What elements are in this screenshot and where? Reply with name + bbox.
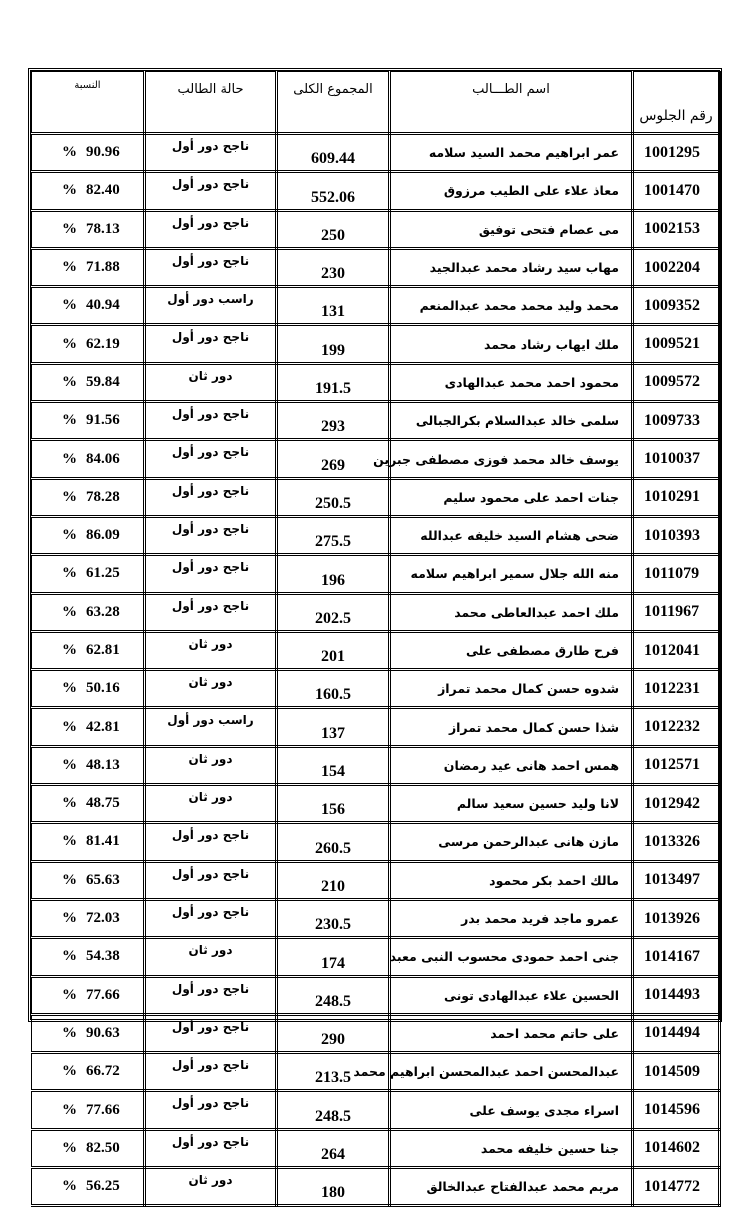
seat-number-cell: 1012231 xyxy=(633,670,720,708)
percent-symbol: % xyxy=(62,1139,77,1156)
seat-number-cell: 1014602 xyxy=(633,1129,720,1167)
student-name-cell: مى عصام فتحى توفيق xyxy=(390,210,633,248)
results-table xyxy=(31,71,721,1207)
table-row xyxy=(32,708,720,746)
student-name-cell: محمود احمد محمد عبدالهادى xyxy=(390,363,633,401)
status-cell: دور ثان xyxy=(145,746,277,784)
table-row xyxy=(32,938,720,976)
student-name-cell: مالك احمد بكر محمود xyxy=(390,861,633,899)
seat-number-cell: 1010393 xyxy=(633,516,720,554)
percentage-cell xyxy=(32,708,145,746)
seat-number-cell: 1001295 xyxy=(633,134,720,172)
header-seat-number: رقم الجلوس xyxy=(633,72,720,134)
status-cell: ناجح دور أول xyxy=(145,1014,277,1052)
table-row xyxy=(32,210,720,248)
student-name-cell: جنات احمد على محمود سليم xyxy=(390,478,633,516)
percentage-cell xyxy=(32,172,145,210)
header-name: اسم الطـــالب xyxy=(390,72,633,134)
student-name-cell: مهاب سيد رشاد محمد عبدالجيد xyxy=(390,248,633,286)
status-cell: ناجح دور أول xyxy=(145,1053,277,1091)
percent-symbol: % xyxy=(62,565,77,582)
status-cell: ناجح دور أول xyxy=(145,593,277,631)
status-cell: ناجح دور أول xyxy=(145,402,277,440)
table-row xyxy=(32,248,720,286)
percentage-value: 59.84 xyxy=(86,373,120,390)
percent-symbol: % xyxy=(62,1063,77,1080)
seat-number-cell: 1002153 xyxy=(633,210,720,248)
student-name-cell: منه الله جلال سمير ابراهيم سلامه xyxy=(390,555,633,593)
percentage-value: 40.94 xyxy=(86,297,120,314)
percent-symbol: % xyxy=(62,756,77,773)
student-name-cell: على حاتم محمد احمد xyxy=(390,1014,633,1052)
table-row xyxy=(32,287,720,325)
percent-symbol: % xyxy=(62,182,77,199)
percentage-value: 61.25 xyxy=(86,565,120,582)
student-name-cell: فرح طارق مصطفى على xyxy=(390,631,633,669)
student-name-cell: لانا وليد حسين سعيد سالم xyxy=(390,785,633,823)
percentage-value: 63.28 xyxy=(86,603,120,620)
percentage-cell xyxy=(32,938,145,976)
percentage-cell xyxy=(32,1129,145,1167)
percentage-cell xyxy=(32,363,145,401)
percentage-value: 78.13 xyxy=(86,220,120,237)
table-row xyxy=(32,478,720,516)
status-cell: ناجح دور أول xyxy=(145,555,277,593)
header-row xyxy=(32,72,720,134)
percent-symbol: % xyxy=(62,833,77,850)
table-row xyxy=(32,363,720,401)
percentage-value: 65.63 xyxy=(86,871,120,888)
percentage-value: 54.38 xyxy=(86,948,120,965)
percent-symbol: % xyxy=(62,450,77,467)
status-cell: ناجح دور أول xyxy=(145,325,277,363)
status-cell: ناجح دور أول xyxy=(145,210,277,248)
total-cell: 174 xyxy=(277,938,390,976)
percentage-cell xyxy=(32,516,145,554)
percentage-value: 50.16 xyxy=(86,680,120,697)
student-name-cell: جنا حسين خليفه محمد xyxy=(390,1129,633,1167)
table-row xyxy=(32,402,720,440)
percentage-value: 86.09 xyxy=(86,527,120,544)
total-cell: 154 xyxy=(277,746,390,784)
table-row xyxy=(32,1014,720,1052)
status-cell: دور ثان xyxy=(145,363,277,401)
student-name-cell: اسراء مجدى يوسف على xyxy=(390,1091,633,1129)
total-cell: 250.5 xyxy=(277,478,390,516)
percentage-cell xyxy=(32,210,145,248)
total-cell: 180 xyxy=(277,1168,390,1206)
percentage-cell xyxy=(32,325,145,363)
table-row xyxy=(32,134,720,172)
student-name-cell: عبدالمحسن احمد عبدالمحسن ابراهيم محمد xyxy=(390,1053,633,1091)
seat-number-cell: 1010291 xyxy=(633,478,720,516)
table-row xyxy=(32,172,720,210)
seat-number-cell: 1014509 xyxy=(633,1053,720,1091)
percentage-cell xyxy=(32,248,145,286)
total-cell: 250 xyxy=(277,210,390,248)
percentage-cell xyxy=(32,1053,145,1091)
student-name-cell: سلمى خالد عبدالسلام بكرالجبالى xyxy=(390,402,633,440)
seat-number-cell: 1012041 xyxy=(633,631,720,669)
student-name-cell: جنى احمد حمودى محسوب النبى معبد xyxy=(390,938,633,976)
status-cell: راسب دور أول xyxy=(145,287,277,325)
student-name-cell: محمد وليد محمد محمد عبدالمنعم xyxy=(390,287,633,325)
total-cell: 609.44 xyxy=(277,134,390,172)
percent-symbol: % xyxy=(62,144,77,161)
percent-symbol: % xyxy=(62,220,77,237)
percentage-value: 91.56 xyxy=(86,412,120,429)
percentage-cell xyxy=(32,631,145,669)
seat-number-cell: 1010037 xyxy=(633,440,720,478)
percentage-value: 48.75 xyxy=(86,795,120,812)
total-cell: 160.5 xyxy=(277,670,390,708)
status-cell: ناجح دور أول xyxy=(145,134,277,172)
percentage-value: 72.03 xyxy=(86,910,120,927)
total-cell: 275.5 xyxy=(277,516,390,554)
table-row xyxy=(32,746,720,784)
table-row xyxy=(32,1053,720,1091)
percent-symbol: % xyxy=(62,718,77,735)
seat-number-cell: 1002204 xyxy=(633,248,720,286)
status-cell: ناجح دور أول xyxy=(145,823,277,861)
header-total: المجموع الكلى xyxy=(277,72,390,134)
status-cell: ناجح دور أول xyxy=(145,976,277,1014)
seat-number-cell: 1012942 xyxy=(633,785,720,823)
total-cell: 293 xyxy=(277,402,390,440)
total-cell: 213.5 xyxy=(277,1053,390,1091)
percentage-value: 82.50 xyxy=(86,1139,120,1156)
percentage-cell xyxy=(32,478,145,516)
seat-number-cell: 1009521 xyxy=(633,325,720,363)
status-cell: دور ثان xyxy=(145,1168,277,1206)
percentage-value: 71.88 xyxy=(86,259,120,276)
table-row xyxy=(32,785,720,823)
seat-number-cell: 1014167 xyxy=(633,938,720,976)
student-name-cell: عمر ابراهيم محمد السيد سلامه xyxy=(390,134,633,172)
percent-symbol: % xyxy=(62,259,77,276)
seat-number-cell: 1014494 xyxy=(633,1014,720,1052)
table-row xyxy=(32,823,720,861)
percentage-cell xyxy=(32,823,145,861)
percentage-cell xyxy=(32,670,145,708)
total-cell: 248.5 xyxy=(277,1091,390,1129)
student-name-cell: ملك ايهاب رشاد محمد xyxy=(390,325,633,363)
table-row xyxy=(32,440,720,478)
total-cell: 260.5 xyxy=(277,823,390,861)
status-cell: راسب دور أول xyxy=(145,708,277,746)
total-cell: 201 xyxy=(277,631,390,669)
percent-symbol: % xyxy=(62,948,77,965)
status-cell: دور ثان xyxy=(145,670,277,708)
status-cell: ناجح دور أول xyxy=(145,516,277,554)
status-cell: ناجح دور أول xyxy=(145,861,277,899)
seat-number-cell: 1009352 xyxy=(633,287,720,325)
total-cell: 131 xyxy=(277,287,390,325)
seat-number-cell: 1011967 xyxy=(633,593,720,631)
total-cell: 269 xyxy=(277,440,390,478)
student-name-cell: عمرو ماجد فريد محمد بدر xyxy=(390,899,633,937)
status-cell: ناجح دور أول xyxy=(145,248,277,286)
percent-symbol: % xyxy=(62,603,77,620)
percent-symbol: % xyxy=(62,527,77,544)
seat-number-cell: 1014493 xyxy=(633,976,720,1014)
percentage-value: 81.41 xyxy=(86,833,120,850)
percentage-value: 82.40 xyxy=(86,182,120,199)
percentage-value: 66.72 xyxy=(86,1063,120,1080)
percentage-cell xyxy=(32,402,145,440)
status-cell: دور ثان xyxy=(145,785,277,823)
percent-symbol: % xyxy=(62,1178,77,1195)
status-cell: ناجح دور أول xyxy=(145,1091,277,1129)
percentage-cell xyxy=(32,287,145,325)
percentage-cell xyxy=(32,976,145,1014)
seat-number-cell: 1013326 xyxy=(633,823,720,861)
student-name-cell: شذا حسن كمال محمد تمراز xyxy=(390,708,633,746)
student-name-cell: ضحى هشام السيد خليفه عبدالله xyxy=(390,516,633,554)
percentage-cell xyxy=(32,1091,145,1129)
table-row xyxy=(32,861,720,899)
percentage-value: 78.28 xyxy=(86,488,120,505)
student-name-cell: معاذ علاء على الطيب مرزوق xyxy=(390,172,633,210)
percentage-value: 90.63 xyxy=(86,1024,120,1041)
total-cell: 210 xyxy=(277,861,390,899)
percentage-cell xyxy=(32,746,145,784)
total-cell: 137 xyxy=(277,708,390,746)
status-cell: دور ثان xyxy=(145,631,277,669)
table-row xyxy=(32,1129,720,1167)
table-row xyxy=(32,899,720,937)
student-name-cell: مريم محمد عبدالفتاح عبدالخالق xyxy=(390,1168,633,1206)
student-name-cell: يوسف خالد محمد فوزى مصطفى جبرين xyxy=(390,440,633,478)
percent-symbol: % xyxy=(62,335,77,352)
percentage-cell xyxy=(32,555,145,593)
percentage-value: 56.25 xyxy=(86,1178,120,1195)
percent-symbol: % xyxy=(62,373,77,390)
percent-symbol: % xyxy=(62,795,77,812)
percentage-cell xyxy=(32,134,145,172)
total-cell: 199 xyxy=(277,325,390,363)
table-row xyxy=(32,670,720,708)
student-name-cell: شدوه حسن كمال محمد تمراز xyxy=(390,670,633,708)
table-row xyxy=(32,593,720,631)
percent-symbol: % xyxy=(62,412,77,429)
table-row xyxy=(32,1091,720,1129)
seat-number-cell: 1014596 xyxy=(633,1091,720,1129)
seat-number-cell: 1012232 xyxy=(633,708,720,746)
percent-symbol: % xyxy=(62,1024,77,1041)
percentage-value: 84.06 xyxy=(86,450,120,467)
percentage-value: 77.66 xyxy=(86,986,120,1003)
percent-symbol: % xyxy=(62,297,77,314)
percentage-cell xyxy=(32,440,145,478)
total-cell: 196 xyxy=(277,555,390,593)
percent-symbol: % xyxy=(62,1101,77,1118)
percentage-value: 42.81 xyxy=(86,718,120,735)
header-percentage: النسبة xyxy=(32,72,145,134)
percentage-cell xyxy=(32,861,145,899)
percentage-value: 48.13 xyxy=(86,756,120,773)
percent-symbol: % xyxy=(62,680,77,697)
percentage-value: 90.96 xyxy=(86,144,120,161)
table-body xyxy=(32,134,720,1206)
percent-symbol: % xyxy=(62,871,77,888)
table-row xyxy=(32,325,720,363)
percent-symbol: % xyxy=(62,910,77,927)
table-row xyxy=(32,516,720,554)
student-name-cell: مازن هانى عبدالرحمن مرسى xyxy=(390,823,633,861)
student-name-cell: الحسين علاء عبدالهادى تونى xyxy=(390,976,633,1014)
student-name-cell: ملك احمد عبدالعاطى محمد xyxy=(390,593,633,631)
seat-number-cell: 1009733 xyxy=(633,402,720,440)
seat-number-cell: 1001470 xyxy=(633,172,720,210)
percentage-value: 62.19 xyxy=(86,335,120,352)
percentage-cell xyxy=(32,899,145,937)
total-cell: 552.06 xyxy=(277,172,390,210)
total-cell: 230.5 xyxy=(277,899,390,937)
seat-number-cell: 1011079 xyxy=(633,555,720,593)
percentage-cell xyxy=(32,1168,145,1206)
total-cell: 191.5 xyxy=(277,363,390,401)
status-cell: دور ثان xyxy=(145,938,277,976)
percentage-value: 62.81 xyxy=(86,642,120,658)
total-cell: 202.5 xyxy=(277,593,390,631)
header-status: حالة الطالب xyxy=(145,72,277,134)
percentage-cell xyxy=(32,785,145,823)
table-row xyxy=(32,1168,720,1206)
total-cell: 264 xyxy=(277,1129,390,1167)
status-cell: ناجح دور أول xyxy=(145,440,277,478)
total-cell: 248.5 xyxy=(277,976,390,1014)
seat-number-cell: 1014772 xyxy=(633,1168,720,1206)
student-name-cell: همس احمد هانى عيد رمضان xyxy=(390,746,633,784)
seat-number-cell: 1013926 xyxy=(633,899,720,937)
percent-symbol: % xyxy=(62,986,77,1003)
seat-number-cell: 1013497 xyxy=(633,861,720,899)
percentage-value: 77.66 xyxy=(86,1101,120,1118)
status-cell: ناجح دور أول xyxy=(145,1129,277,1167)
status-cell: ناجح دور أول xyxy=(145,478,277,516)
table-row xyxy=(32,976,720,1014)
percent-symbol: % xyxy=(62,642,77,658)
seat-number-cell: 1009572 xyxy=(633,363,720,401)
total-cell: 230 xyxy=(277,248,390,286)
table-row xyxy=(32,631,720,669)
percent-symbol: % xyxy=(62,488,77,505)
percentage-cell xyxy=(32,1014,145,1052)
percentage-cell xyxy=(32,593,145,631)
status-cell: ناجح دور أول xyxy=(145,172,277,210)
total-cell: 156 xyxy=(277,785,390,823)
seat-number-cell: 1012571 xyxy=(633,746,720,784)
table-row xyxy=(32,555,720,593)
status-cell: ناجح دور أول xyxy=(145,899,277,937)
total-cell: 290 xyxy=(277,1014,390,1052)
